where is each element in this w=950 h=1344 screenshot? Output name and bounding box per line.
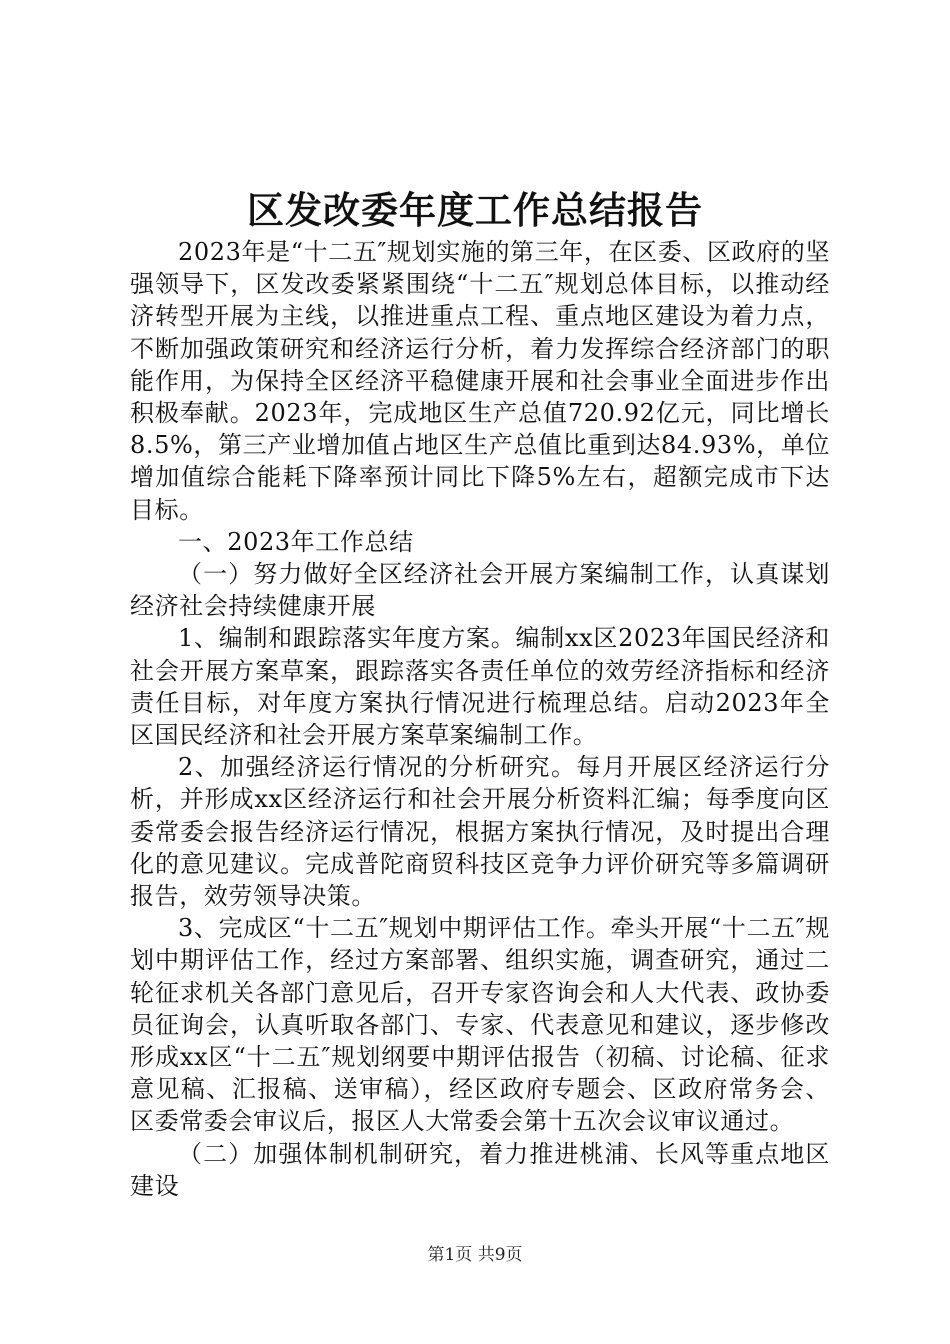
subsection-heading-2: （二）加强体制机制研究，着力推进桃浦、长风等重点地区建设 <box>130 1139 830 1200</box>
page-number-footer: 第1页 共9页 <box>427 1245 523 1265</box>
subsection-heading-1: （一）努力做好全区经济社会开展方案编制工作，认真谋划经济社会持续健康开展 <box>130 560 830 621</box>
paragraph-intro: 2023年是“十二五″规划实施的第三年，在区委、区政府的坚强领导下，区发改委紧紧围绕“十二五″规划总体目标，以推动经济转型开展为主线，以推进重点工程、重点地区建设为着力点，不断加强政策研究和经济运行分析，着力发挥综合经济部门的职能作用，为保持全区经济平稳健康开展和社会事业全面进步作出积极奉献。2023年，完成地区生产总值720.92亿元，同比增长8.5%，第三产业增加值占地区生产总值比重到达84.93%，单位增加值综合能耗下降率预计同比下降5%左右，超额完成市下达目标。 <box>130 238 830 524</box>
document-body <box>130 236 830 1202</box>
paragraph-item-1: 1、编制和跟踪落实年度方案。编制xx区2023年国民经济和社会开展方案草案，跟踪落实各责任单位的效劳经济指标和经济责任目标，对年度方案执行情况进行梳理总结。启动2023年全区国民经济和社会开展方案草案编制工作。 <box>130 624 830 750</box>
section-heading-1: 一、2023年工作总结 <box>178 527 414 556</box>
document-title: 区发改委年度工作总结报告 <box>247 188 703 232</box>
paragraph-item-2: 2、加强经济运行情况的分析研究。每月开展区经济运行分析，并形成xx区经济运行和社会开展分析资料汇编；每季度向区委常委会报告经济运行情况，根据方案执行情况，及时提出合理化的意见建议。完成普陀商贸科技区竞争力评价研究等多篇调研报告，效劳领导决策。 <box>130 753 830 911</box>
paragraph-item-3: 3、完成区“十二五″规划中期评估工作。牵头开展“十二五″规划中期评估工作，经过方案部署、组织实施，调查研究，通过二轮征求机关各部门意见后，召开专家咨询会和人大代表、政协委员征询会，认真听取各部门、专家、代表意见和建议，逐步修改形成xx区“十二五″规划纲要中期评估报告（初稿、讨论稿、征求意见稿、汇报稿、送审稿），经区政府专题会、区政府常务会、区委常委会审议后，报区人大常委会第十五次会议审议通过。 <box>130 914 830 1136</box>
